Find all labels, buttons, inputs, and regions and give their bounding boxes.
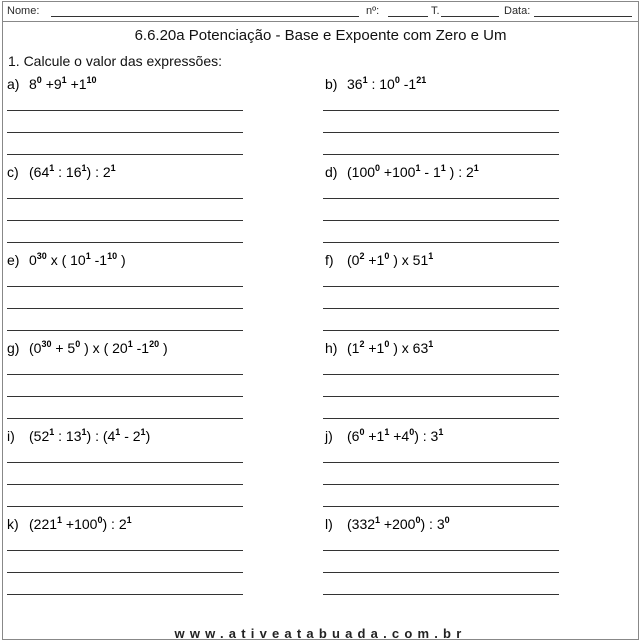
exercise-expression [347, 340, 433, 356]
expression-base: : 13 [54, 428, 82, 444]
exercise-expression [29, 76, 97, 92]
expression-exponent: 1 [61, 75, 67, 85]
expression-base: ) x 51 [389, 252, 429, 268]
answer-line[interactable] [7, 198, 243, 199]
expression-base: ) [159, 340, 168, 356]
expression-exponent: 0 [375, 163, 381, 173]
expression-base: ) : 3 [414, 428, 439, 444]
expression-exponent: 1 [49, 427, 55, 437]
expression-exponent: 1 [49, 163, 55, 173]
student-info-header [7, 5, 634, 19]
exercise-d [325, 164, 479, 180]
answer-line[interactable] [7, 220, 243, 221]
number-label: nº: [366, 5, 380, 17]
expression-base: +1 [364, 252, 385, 268]
answer-line[interactable] [323, 286, 559, 287]
expression-base: (52 [29, 428, 50, 444]
header-divider [3, 21, 638, 22]
expression-exponent: 10 [86, 75, 97, 85]
expression-exponent: 0 [384, 339, 390, 349]
answer-line[interactable] [323, 506, 559, 507]
expression-exponent: 1 [81, 163, 87, 173]
answer-line[interactable] [323, 484, 559, 485]
date-label: Data: [504, 5, 531, 17]
answer-line[interactable] [323, 220, 559, 221]
page-title: 6.6.20a Potenciação - Base e Expoente com Zero e Um [134, 27, 507, 44]
exercise-expression [29, 164, 116, 180]
expression-exponent: 1 [115, 427, 121, 437]
answer-line[interactable] [7, 374, 243, 375]
exercise-f [325, 252, 433, 268]
answer-line[interactable] [7, 154, 243, 155]
expression-exponent: 1 [81, 427, 87, 437]
expression-exponent: 10 [107, 251, 118, 261]
answer-line[interactable] [323, 110, 559, 111]
answer-line[interactable] [323, 330, 559, 331]
expression-base: ) : 2 [445, 164, 474, 180]
expression-base: ) x 63 [389, 340, 429, 356]
answer-line[interactable] [7, 572, 243, 573]
exercise-l [325, 516, 450, 532]
expression-exponent: 1 [428, 339, 434, 349]
answer-line[interactable] [7, 308, 243, 309]
expression-exponent: 1 [415, 163, 421, 173]
exercise-i [7, 428, 150, 444]
exercise-letter: e) [7, 252, 20, 268]
expression-base: ) [145, 428, 151, 444]
answer-line[interactable] [323, 154, 559, 155]
expression-base: x ( 10 [46, 252, 86, 268]
expression-base: ) : 3 [420, 516, 445, 532]
date-field[interactable] [534, 16, 632, 17]
expression-exponent: 0 [394, 75, 400, 85]
expression-base: +1 [364, 428, 385, 444]
answer-line[interactable] [7, 330, 243, 331]
answer-line[interactable] [323, 396, 559, 397]
answer-line[interactable] [323, 550, 559, 551]
expression-exponent: 1 [428, 251, 434, 261]
class-label: T. [431, 5, 440, 17]
answer-line[interactable] [323, 308, 559, 309]
exercise-k [7, 516, 132, 532]
expression-base: ) : 2 [102, 516, 127, 532]
exercise-letter: k) [7, 516, 19, 532]
exercise-letter: j) [325, 428, 333, 444]
exercise-letter: f) [325, 252, 334, 268]
exercise-expression [347, 516, 450, 532]
expression-base: 36 [347, 76, 363, 92]
expression-base: : 10 [367, 76, 395, 92]
expression-base: +9 [41, 76, 62, 92]
expression-exponent: 30 [41, 339, 52, 349]
class-field[interactable] [441, 16, 499, 17]
name-label: Nome: [7, 5, 40, 17]
expression-exponent: 20 [149, 339, 160, 349]
exercise-expression [347, 76, 426, 92]
expression-base: -1 [132, 340, 150, 356]
answer-line[interactable] [7, 396, 243, 397]
answer-line[interactable] [7, 418, 243, 419]
expression-base: (0 [29, 340, 42, 356]
expression-exponent: 1 [384, 427, 390, 437]
exercise-letter: h) [325, 340, 338, 356]
expression-base: ) x ( 20 [80, 340, 128, 356]
expression-base: : 16 [54, 164, 82, 180]
expression-base: +4 [389, 428, 410, 444]
expression-exponent: 0 [97, 515, 103, 525]
expression-exponent: 1 [110, 163, 116, 173]
answer-line[interactable] [7, 594, 243, 595]
expression-exponent: 1 [362, 75, 368, 85]
expression-exponent: 0 [409, 427, 415, 437]
expression-base: (221 [29, 516, 58, 532]
expression-base: (100 [347, 164, 376, 180]
answer-line[interactable] [7, 484, 243, 485]
answer-line[interactable] [323, 418, 559, 419]
answer-line[interactable] [323, 462, 559, 463]
exercise-expression [347, 252, 433, 268]
answer-line[interactable] [7, 506, 243, 507]
expression-base: - 2 [120, 428, 141, 444]
expression-exponent: 2 [359, 251, 365, 261]
expression-base: (64 [29, 164, 50, 180]
answer-line[interactable] [7, 132, 243, 133]
worksheet-page [2, 1, 639, 640]
exercise-letter: g) [7, 340, 20, 356]
expression-exponent: 30 [36, 251, 47, 261]
expression-exponent: 1 [473, 163, 479, 173]
exercise-j [325, 428, 443, 444]
expression-base: +1 [66, 76, 87, 92]
expression-base: (0 [347, 252, 360, 268]
expression-exponent: 1 [438, 427, 444, 437]
exercise-expression [29, 516, 132, 532]
expression-exponent: 1 [440, 163, 446, 173]
exercise-expression [29, 252, 126, 268]
exercise-letter: b) [325, 76, 338, 92]
expression-base: 0 [29, 252, 37, 268]
exercise-g [7, 340, 168, 356]
exercise-expression [347, 164, 479, 180]
exercise-expression [347, 428, 443, 444]
expression-exponent: 1 [85, 251, 91, 261]
expression-base: ) : (4 [86, 428, 116, 444]
expression-base: (1 [347, 340, 360, 356]
expression-exponent: 2 [359, 339, 365, 349]
number-field[interactable] [388, 16, 428, 17]
exercise-e [7, 252, 126, 268]
answer-line[interactable] [323, 594, 559, 595]
answer-line[interactable] [323, 572, 559, 573]
expression-base: -1 [399, 76, 417, 92]
answer-line[interactable] [7, 286, 243, 287]
exercise-a [7, 76, 97, 92]
answer-line[interactable] [7, 462, 243, 463]
exercise-letter: l) [325, 516, 333, 532]
expression-exponent: 0 [384, 251, 390, 261]
expression-base: + 5 [51, 340, 76, 356]
expression-base: (6 [347, 428, 360, 444]
answer-line[interactable] [323, 198, 559, 199]
footer-website: www.ativeatabuada.com.br [174, 626, 467, 641]
expression-exponent: 0 [36, 75, 42, 85]
exercise-h [325, 340, 433, 356]
name-field[interactable] [51, 16, 359, 17]
exercise-b [325, 76, 426, 92]
answer-line[interactable] [7, 242, 243, 243]
expression-exponent: 0 [75, 339, 81, 349]
exercise-expression [29, 428, 150, 444]
exercise-expression [29, 340, 168, 356]
expression-base: +100 [62, 516, 98, 532]
expression-exponent: 0 [359, 427, 365, 437]
expression-exponent: 1 [57, 515, 63, 525]
exercise-letter: a) [7, 76, 20, 92]
expression-exponent: 21 [416, 75, 427, 85]
expression-base: -1 [90, 252, 108, 268]
expression-exponent: 1 [127, 339, 133, 349]
expression-exponent: 1 [375, 515, 381, 525]
expression-base: (332 [347, 516, 376, 532]
expression-base: +1 [364, 340, 385, 356]
exercise-letter: i) [7, 428, 15, 444]
answer-line[interactable] [7, 550, 243, 551]
expression-base: - 1 [420, 164, 441, 180]
expression-base: ) : 2 [86, 164, 111, 180]
exercise-letter: d) [325, 164, 338, 180]
expression-base: +100 [380, 164, 416, 180]
expression-exponent: 1 [126, 515, 132, 525]
answer-line[interactable] [323, 374, 559, 375]
answer-line[interactable] [7, 110, 243, 111]
expression-base: +200 [380, 516, 416, 532]
exercise-letter: c) [7, 164, 19, 180]
answer-line[interactable] [323, 132, 559, 133]
expression-base: ) [117, 252, 126, 268]
exercise-c [7, 164, 116, 180]
expression-exponent: 0 [415, 515, 421, 525]
expression-base: 8 [29, 76, 37, 92]
expression-exponent: 0 [444, 515, 450, 525]
expression-exponent: 1 [140, 427, 146, 437]
answer-line[interactable] [323, 242, 559, 243]
instruction-text: 1. Calcule o valor das expressões: [8, 53, 222, 69]
